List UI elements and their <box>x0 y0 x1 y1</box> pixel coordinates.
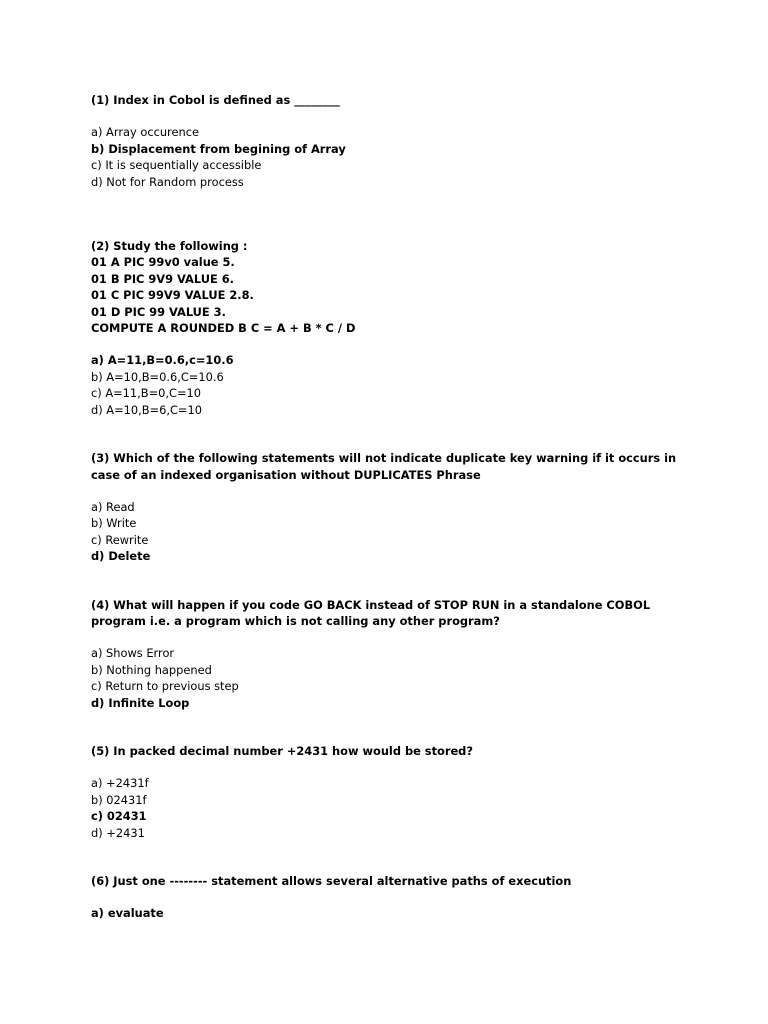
option-text-answer: a) A=11,B=0.6,c=10.6 <box>91 353 234 368</box>
code-line: 01 C PIC 99V9 VALUE 2.8. <box>91 288 254 303</box>
option-text-answer: d) Delete <box>91 549 151 564</box>
question-text: (5) In packed decimal number +2431 how would be stored? <box>91 743 473 758</box>
option-text-answer: a) evaluate <box>91 906 164 921</box>
option-text: a) Read <box>91 499 135 514</box>
code-line: 01 D PIC 99 VALUE 3. <box>91 304 226 319</box>
question-text: (3) Which of the following statements will not indicate duplicate key warning if it occurs in case of an indexed organisation without DUPLICATES Phrase <box>91 451 681 482</box>
option-text: d) A=10,B=6,C=10 <box>91 402 202 417</box>
code-line: 01 B PIC 9V9 VALUE 6. <box>91 271 234 286</box>
code-line: COMPUTE A ROUNDED B C = A + B * C / D <box>91 321 356 336</box>
question-block-3 <box>91 450 691 564</box>
question-block-5 <box>91 743 691 841</box>
option-text: d) Not for Random process <box>91 174 244 189</box>
question-text: (1) Index in Cobol is defined as ________ <box>91 93 340 107</box>
question-text: (6) Just one -------- statement allows several alternative paths of execution <box>91 874 572 888</box>
option-text-answer: c) 02431 <box>91 809 147 824</box>
option-text-answer: b) Displacement from begining of Array <box>91 141 346 156</box>
option-text: a) Array occurence <box>91 125 199 140</box>
question-text: (2) Study the following : <box>91 239 248 254</box>
option-text: c) It is sequentially accessible <box>91 158 262 173</box>
option-text-answer: d) Infinite Loop <box>91 695 190 710</box>
option-text: b) A=10,B=0.6,C=10.6 <box>91 369 224 384</box>
option-text: c) Return to previous step <box>91 679 239 694</box>
question-text: (4) What will happen if you code GO BACK instead of STOP RUN in a standalone COBOL program i.e. a program which is not calling any other program? <box>91 597 655 628</box>
option-text: b) 02431f <box>91 792 147 807</box>
question-block-2 <box>91 238 691 418</box>
question-block-1 <box>91 92 691 190</box>
document-page <box>91 92 691 922</box>
option-text: a) Shows Error <box>91 646 175 661</box>
option-text: d) +2431 <box>91 825 145 840</box>
option-text: c) A=11,B=0,C=10 <box>91 386 201 401</box>
option-text: c) Rewrite <box>91 532 149 547</box>
option-text: b) Write <box>91 516 137 531</box>
option-text: b) Nothing happened <box>91 662 212 677</box>
code-line: 01 A PIC 99v0 value 5. <box>91 255 235 270</box>
option-text: a) +2431f <box>91 776 149 791</box>
question-block-4 <box>91 597 691 711</box>
question-block-6 <box>91 873 691 922</box>
